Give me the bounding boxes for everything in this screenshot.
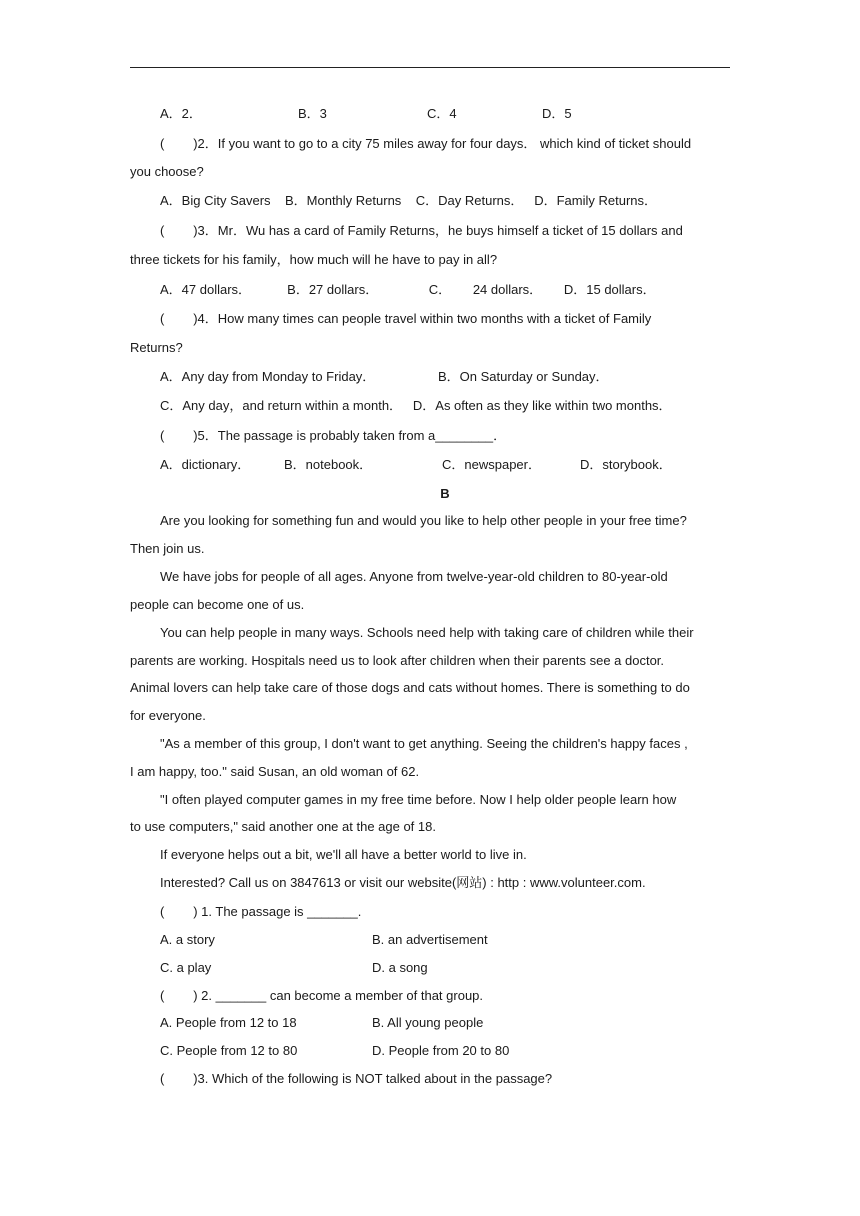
passage-p6: If everyone helps out a bit, we'll all have a better world to live in. xyxy=(160,847,527,862)
question-3-stem: ( )3．Mr．Wu has a card of Family Returns，he buys himself a ticket of 15 dollars and xyxy=(160,223,683,238)
passage-p2-line1: We have jobs for people of all ages. Anyone from twelve-year-old children to 80-year-old xyxy=(160,569,668,584)
header-rule xyxy=(130,67,730,68)
b-question-2-option-d: D. People from 20 to 80 xyxy=(372,1043,510,1058)
question-4-stem: ( )4．How many times can people travel within two months with a ticket of Family xyxy=(160,311,652,326)
passage-p1-line2: Then join us. xyxy=(130,541,205,556)
b-question-1-option-d: D. a song xyxy=(372,960,428,975)
question-4-option-a: A．Any day from Monday to Friday． xyxy=(160,369,376,384)
b-question-1-option-c: C. a play xyxy=(160,960,212,975)
b-question-2-option-b: B. All young people xyxy=(372,1015,484,1030)
passage-p3-line1: You can help people in many ways. Schools need help with taking care of children while their xyxy=(160,625,694,640)
b-question-3-stem: ( )3. Which of the following is NOT talked about in the passage? xyxy=(160,1071,553,1086)
b-question-1-stem: ( ) 1. The passage is _______. xyxy=(160,904,362,919)
passage-p4-line1: "As a member of this group, I don't want to get anything. Seeing the children's happy faces , xyxy=(160,736,688,751)
passage-p3-line4: for everyone. xyxy=(130,708,206,723)
question-5-option-d: D．storybook． xyxy=(580,457,672,472)
question-2-options: A．Big City Savers B．Monthly Returns C．Day Returns． D．Family Returns． xyxy=(160,193,658,208)
prev-option-c: C．4 xyxy=(427,106,457,121)
question-4-stem-cont: Returns? xyxy=(130,340,183,355)
passage-p1-line1: Are you looking for something fun and would you like to help other people in your free time? xyxy=(160,513,687,528)
passage-p5-line1: "I often played computer games in my free time before. Now I help older people learn how xyxy=(160,792,677,807)
prev-option-d: D．5 xyxy=(542,106,572,121)
section-b-heading: B xyxy=(440,486,450,501)
question-5-option-b: B．notebook． xyxy=(284,457,373,472)
b-question-2-option-a: A. People from 12 to 18 xyxy=(160,1015,297,1030)
passage-p3-line3: Animal lovers can help take care of those dogs and cats without homes. There is something to do xyxy=(130,680,690,695)
question-5-option-c: C．newspaper． xyxy=(442,457,541,472)
prev-option-a: A．2． xyxy=(160,106,202,121)
b-question-1-option-a: A. a story xyxy=(160,932,215,947)
b-question-1-option-b: B. an advertisement xyxy=(372,932,488,947)
question-4-options-cd: C．Any day，and return within a month． D．As often as they like within two months． xyxy=(160,398,672,413)
passage-p2-line2: people can become one of us. xyxy=(130,597,305,612)
question-5-stem: ( )5．The passage is probably taken from a________． xyxy=(160,428,507,443)
question-3-stem-cont: three tickets for his family，how much will he have to pay in all? xyxy=(130,252,498,267)
question-3-options: A．47 dollars． B．27 dollars． C． 24 dollars． D．15 dollars． xyxy=(160,282,656,297)
passage-p5-line2: to use computers," said another one at the age of 18. xyxy=(130,819,436,834)
prev-option-b: B．3 xyxy=(298,106,327,121)
question-2-stem-cont: you choose? xyxy=(130,164,204,179)
question-2-stem: ( )2．If you want to go to a city 75 miles away for four days． which kind of ticket should xyxy=(160,136,692,151)
question-4-option-b: B．On Saturday or Sunday． xyxy=(438,369,609,384)
b-question-2-option-c: C. People from 12 to 80 xyxy=(160,1043,298,1058)
passage-p4-line2: I am happy, too." said Susan, an old woman of 62. xyxy=(130,764,420,779)
passage-p7: Interested? Call us on 3847613 or visit our website(网站) : http : www.volunteer.com. xyxy=(160,875,646,890)
b-question-2-stem: ( ) 2. _______ can become a member of that group. xyxy=(160,988,484,1003)
passage-p3-line2: parents are working. Hospitals need us to look after children when their parents see a doctor. xyxy=(130,653,665,668)
question-5-option-a: A．dictionary． xyxy=(160,457,251,472)
